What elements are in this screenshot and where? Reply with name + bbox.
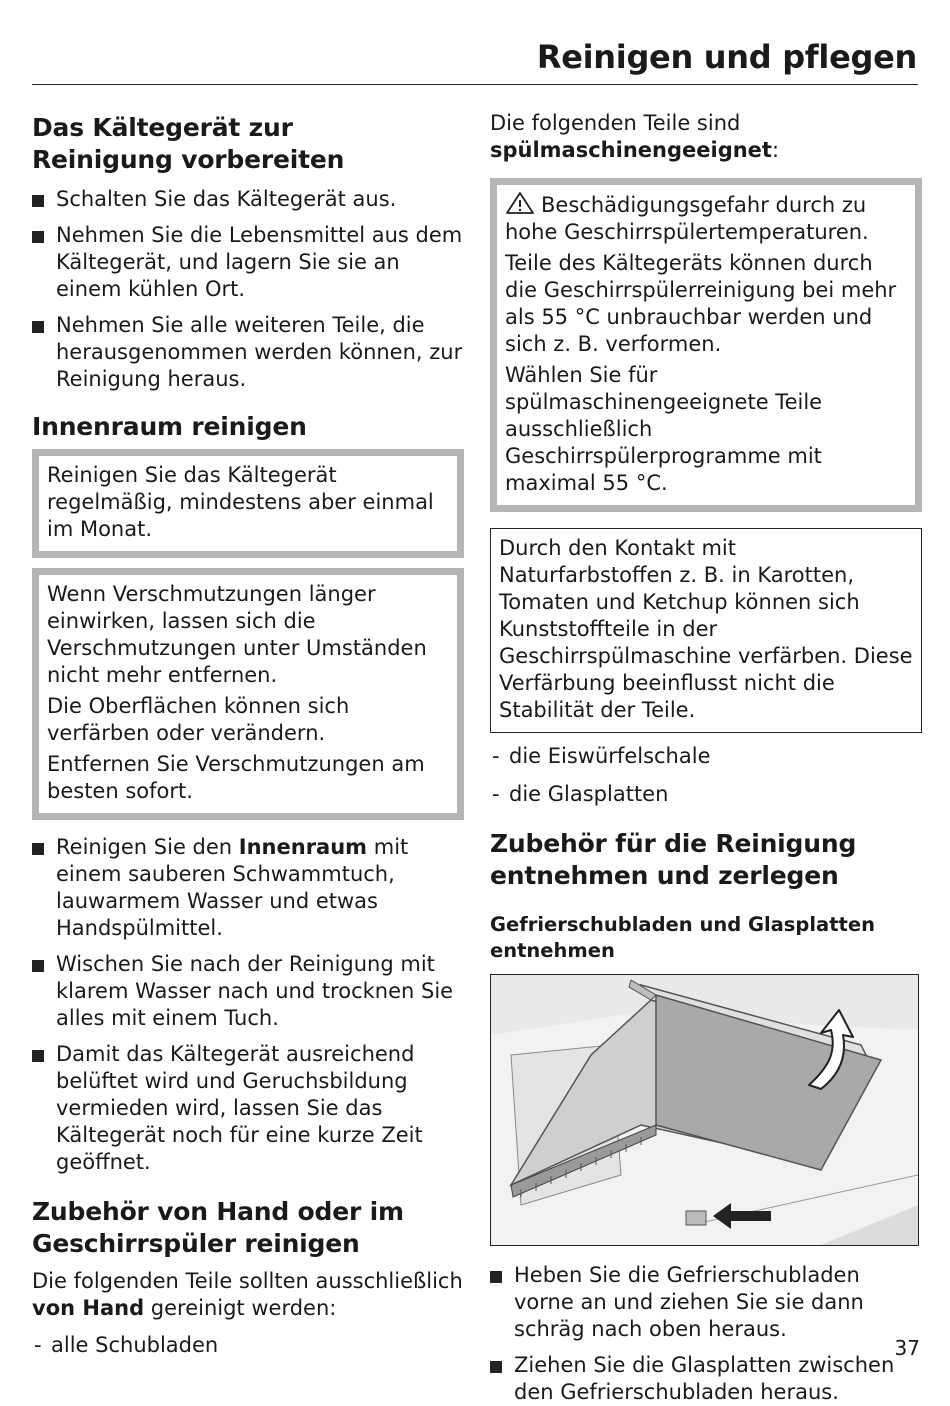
list-item: Wischen Sie nach der Reinigung mit klarem Wasser nach und trocknen Sie alles mit einem Tuch. [32, 951, 464, 1032]
warning-triangle-icon [505, 191, 535, 215]
list-item: - alle Schubladen [32, 1332, 464, 1359]
notice-box-regular-cleaning [32, 449, 464, 558]
warning-box [490, 178, 922, 512]
heading-interior: Innenraum reinigen [32, 412, 307, 441]
list-item: Schalten Sie das Kältegerät aus. [32, 186, 464, 213]
notice-box-dirt [32, 568, 464, 820]
heading-remove: Zubehör für die Reinigung entnehmen und zerlegen [490, 829, 857, 890]
notice-text: Entfernen Sie Verschmutzungen am besten sofort. [47, 752, 425, 803]
removal-steps [490, 1262, 922, 1406]
hand-wash-intro: Die folgenden Teile sollten ausschließlich von Hand gereinigt werden: [32, 1269, 463, 1320]
list-item: Reinigen Sie den Innenraum mit einem sauberen Schwammtuch, lauwarmem Wasser und etwas Handspülmittel. [32, 834, 464, 942]
list-item: - die Eiswürfelschale [490, 743, 922, 770]
header-divider [32, 84, 918, 85]
page-header-title: Reinigen und pflegen [536, 38, 917, 76]
dishwasher-list [490, 743, 922, 808]
prepare-list [32, 186, 464, 393]
list-item: Heben Sie die Gefrierschubladen vorne an und ziehen Sie sie dann schräg nach oben heraus. [490, 1262, 922, 1343]
left-column [32, 110, 464, 1359]
list-item: Damit das Kältegerät ausreichend belüftet wird und Geruchsbildung vermieden wird, lassen Sie das Kältegerät noch für eine kurze Zeit geöffnet. [32, 1041, 464, 1176]
list-item: Ziehen Sie die Glasplatten zwischen den Gefrierschubladen heraus. [490, 1352, 922, 1406]
warning-title: Beschädigungsgefahr durch zu hohe Geschirrspülertemperaturen. [505, 193, 869, 244]
drawer-removal-illustration [490, 974, 919, 1246]
list-item: Nehmen Sie die Lebensmittel aus dem Kältegerät, und lagern Sie sie an einem kühlen Ort. [32, 222, 464, 303]
list-item: Nehmen Sie alle weiteren Teile, die herausgenommen werden können, zur Reinigung heraus. [32, 312, 464, 393]
right-column [490, 110, 922, 1406]
warning-text: Wählen Sie für spülmaschinengeeignete Teile ausschließlich Geschirrspülerprogramme mit maximal 55 °C. [505, 363, 823, 495]
drawer-illustration-svg [491, 975, 918, 1245]
list-item: - die Glasplatten [490, 781, 922, 808]
page-number: 37 [894, 1336, 920, 1360]
hand-wash-list [32, 1332, 464, 1359]
notice-text: Die Oberflächen können sich verfärben oder verändern. [47, 694, 350, 745]
heading-prepare: Das Kältegerät zur Reinigung vorbereiten [32, 113, 345, 174]
info-box-discoloration [490, 528, 922, 733]
cleaning-steps [32, 834, 464, 1176]
dishwasher-intro: Die folgenden Teile sind spülmaschinengeeignet: [490, 111, 780, 162]
warning-text: Teile des Kältegeräts können durch die Geschirrspülerreinigung bei mehr als 55 °C unbrauchbar werden und sich z. B. verformen. [505, 251, 897, 356]
subheading-drawers: Gefrierschubladen und Glasplatten entnehmen [490, 913, 875, 962]
notice-text: Wenn Verschmutzungen länger einwirken, lassen sich die Verschmutzungen unter Umständen nicht mehr entfernen. [47, 582, 427, 687]
info-text: Durch den Kontakt mit Naturfarbstoffen z. B. in Karotten, Tomaten und Ketchup können sich Kunststoffteile in der Geschirrspülmaschine verfärben. Diese Verfärbung beeinflusst nicht die Stabilität der Teile. [499, 536, 913, 722]
heading-accessories: Zubehör von Hand oder im Geschirrspüler reinigen [32, 1197, 404, 1258]
notice-text: Reinigen Sie das Kältegerät regelmäßig, mindestens aber einmal im Monat. [47, 463, 434, 541]
